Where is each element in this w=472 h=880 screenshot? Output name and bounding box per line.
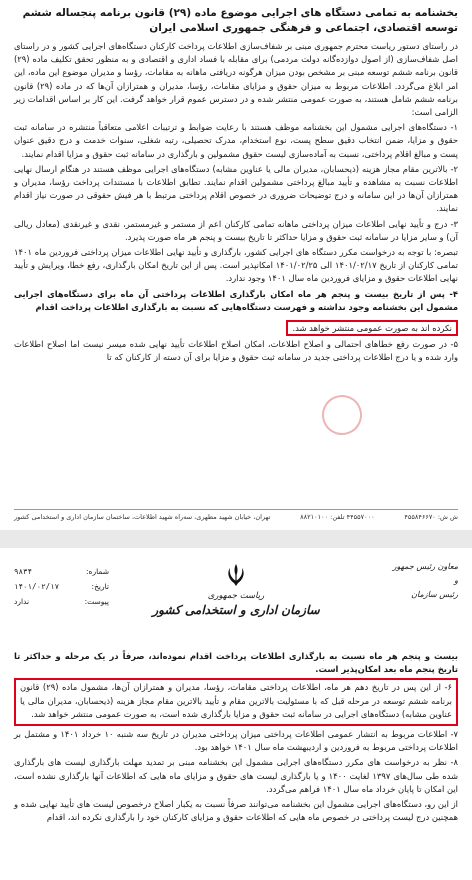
letter-number-row — [14, 564, 109, 579]
document-title: بخشنامه به تمامی دستگاه های اجرایی موضوع ماده (۲۹) قانون برنامه پنجساله ششم توسعه اقتصادی، اجتماعی و فرهنگی جمهوری اسلامی ایران — [22, 7, 458, 34]
item-2-paragraph: ۲- بالاترین مقام مجاز هزینه (ذیحسابان، مدیران مالی یا عناوین مشابه) دستگاه‌های اجرایی موظف هستند در هنگام ارسال نهایی اطلاعات نسبت به مشاهده و تأیید مبالغ پرداختی مشمولین اقدام نمایند. تطابق اطلاعات با مستندات پرداخت رؤسا، مدیران و همترازان آن‌ها در این سامانه و درج توضیحات ضروری در خصوص اقلام پرداختی مرتبط با هر فیش حقوقی در صورت نیاز اقدام نمایند. — [14, 163, 458, 214]
stamp-mark — [316, 389, 367, 440]
page-footer — [14, 509, 458, 522]
page-separator — [0, 530, 472, 548]
date-value: ۱۴۰۱/۰۲/۱۷ — [14, 582, 60, 591]
item-4-text: ۴- پس از تاریخ بیست و پنجم هر ماه امکان بارگذاری اطلاعات پرداختی آن ماه برای دستگاه‌های اجرایی مشمول این بخشنامه وجود نداشته و فهرست دستگاه‌هایی که نسبت به بارگذاری اطلاعات پرداخت اقدام — [14, 288, 458, 312]
attachment-label: پیوست: — [84, 597, 109, 606]
closing-paragraph: از این رو، دستگاه‌های اجرایی مشمول این بخشنامه می‌توانند صرفاً نسبت به یکبار اصلاح درخصوص لیست های تأیید نهایی شده و همچنین درج لیست پرداختی در خصوص ماه هایی که اطلاعات حقوق و مزایای کارکنان خود را بارگذاری نکرده اند، اقدام — [14, 799, 458, 823]
footer-code: ش ش: ۴۵۵۸۴۶۶۷۰ — [404, 513, 458, 521]
continuation-paragraph — [14, 650, 458, 676]
highlighted-sentence: نکرده اند به صورت عمومی منتشر خواهد شد. — [286, 320, 458, 336]
iran-emblem-icon — [225, 562, 247, 588]
document-page-2 — [0, 548, 472, 880]
item-4-paragraph — [14, 288, 458, 314]
item-8-paragraph: ۸- نظر به درخواست های مکرر دستگاه‌های اجرایی مشمول این بخشنامه مبنی بر تمدید مهلت بارگذاری لیست های بارگذاری شده طی سال‌های ۱۳۹۷ لغایت ۱۴۰۰ و یا بارگذاری لیست های حقوق و مزایای ماه هایی که اطلاعات آنها بارگذاری نشده است، این امکان تا پایان خرداد ماه سال ۱۴۰۱ فراهم می‌گردد. — [14, 757, 458, 794]
note-paragraph: تبصره: با توجه به درخواست مکرر دستگاه های اجرایی کشور، بارگذاری و تأیید نهایی اطلاعات میزان پرداختی فروردین ماه ۱۴۰۱ تمامی کارکنان از تاریخ ۱۴۰۱/۰۲/۱۷ الی ۱۴۰۱/۰۲/۲۵ امکانپذیر است. پس از این تاریخ امکان بارگذاری، رفع خطا، ویرایش و تأیید نهایی اطلاعات حقوق و مزایای فروردین ماه سال ۱۴۰۱ وجود ندارد. — [14, 247, 459, 284]
letter-date-row — [14, 579, 109, 594]
letter-attachment-row — [14, 594, 109, 609]
continuation-text: بیست و پنجم هر ماه نسبت به بارگذاری اطلاعات پرداخت اقدام نموده‌اند، صرفاً در یک مرحله و حداکثر تا تاریخ پنجم ماه بعد امکان‌پذیر است. — [14, 651, 458, 675]
organization-title: سازمان اداری و استخدامی کشور — [152, 603, 320, 617]
item-5-paragraph: ۵- در صورت رفع خطاهای احتمالی و اصلاح اطلاعات، امکان اصلاح اطلاعات تأیید نهایی شده میسر نیست اما اصلاح اطلاعات وارد شده و یا درج اطلاعات پرداختی جدید در سامانه ثبت حقوق و مزایا برای آن دسته از کارکنان که تا — [14, 339, 458, 363]
attachment-value: ندارد — [14, 597, 30, 606]
intro-paragraph: در راستای دستور ریاست محترم جمهوری مبنی بر شفاف‌سازی اطلاعات پرداخت کارکنان دستگاه‌های اجرایی کشور و در راستای اصل شفاف‌سازی (از اصول دوازده‌گانه دولت مردمی) برای مقابله با فساد اداری و اقتصادی و به منظور تحقق تکلیف ماده (۲۹) قانون برنامه ششم توسعه مبنی بر مشخص بودن میزان هرگونه دریافتی ماهانه به مقامات، رؤسا و مدیران موضوع این ماده، این امر ابلاغ می‌گردد. اطلاعات مربوط به میزان حقوق و مزایای مقامات، رؤسا، مدیران و همترازان آن‌ها که در ماده (۲۹) قانون برنامه ششم شامل هستند، به صورت عمومی منتشر شده و در دسترس عموم قرار خواهد گرفت. این کار بر اساس اقدامات زیر الزامی است: — [14, 41, 458, 118]
item-1-paragraph: ۱- دستگاه‌های اجرایی مشمول این بخشنامه موظف هستند با رعایت ضوابط و ترتیبات اعلامی متعاقباً منتشره در سامانه ثبت حقوق و مزایا، ضمن انتخاب دقیق سطح پست، نوع استخدام، مدرک تحصیلی، رتبه شغلی، سنوات خدمت و درج دقیق عنوان پست و مبالغ اقلام پرداختی، نسبت به آماده‌سازی لیست حقوق مشمولین و بارگذاری در سامانه ثبت حقوق و مزایا اقدام نمایند. — [14, 122, 458, 159]
footer-phone: ۴۴۵۵۷۰۰۰ تلفن: ۸۸۲۱۰۱۰۰ — [300, 513, 375, 521]
sender-line-2: و — [454, 576, 458, 585]
presidency-title: ریاست جمهوری — [207, 591, 265, 601]
item-6-paragraph: ۶- از این پس در تاریخ دهم هر ماه، اطلاعات پرداختی مقامات، رؤسا، مدیران و همترازان آن‌ها، مشمول ماده (۲۹) قانون برنامه ششم توسعه در مرحله قبل که با مسئولیت بالاترین مقام و تأیید بالاترین مقام مجاز هزینه (ذیحسابان، مدیران مالی یا عناوین مشابه) دستگاه‌های اجرایی در سامانه ثبت حقوق و مزایا بارگذاری شده است، به صورت عمومی منتشر خواهد شد. — [20, 682, 453, 719]
item-7-paragraph: ۷- اطلاعات مربوط به انتشار عمومی اطلاعات پرداختی میزان پرداختی مدیران در تاریخ سه شنبه ۱۰ خرداد ۱۴۰۱ و مشتمل بر اطلاعات پرداختی مربوط به فروردین و اردیبهشت ماه سال ۱۴۰۱ خواهد بود. — [14, 729, 458, 753]
highlighted-item-6 — [14, 678, 458, 726]
footer-address: تهران، خیابان شهید مطهری، سه‌راه شهید اطلاعات، ساختمان سازمان اداری و استخدامی کشور — [14, 513, 271, 521]
item-3-paragraph: ۳- درج و تأیید نهایی اطلاعات میزان پرداختی ماهانه تمامی کارکنان اعم از مستمر و غیرمستمر، نقدی و غیرنقدی (معادل ریالی آن) و سایر مزایا در سامانه ثبت حقوق و مزایا حداکثر تا تاریخ بیست و پنجم هر ماه صورت پذیرد. — [14, 218, 458, 242]
number-value: ۹۸۳۴ — [14, 567, 33, 576]
number-label: شماره: — [86, 567, 109, 576]
letter-meta — [14, 564, 109, 609]
letterhead — [14, 554, 458, 650]
date-label: تاریخ: — [91, 582, 109, 591]
sender-line-1: معاون رئیس جمهور — [392, 562, 458, 571]
sender-line-3: رئیس سازمان — [411, 590, 458, 599]
